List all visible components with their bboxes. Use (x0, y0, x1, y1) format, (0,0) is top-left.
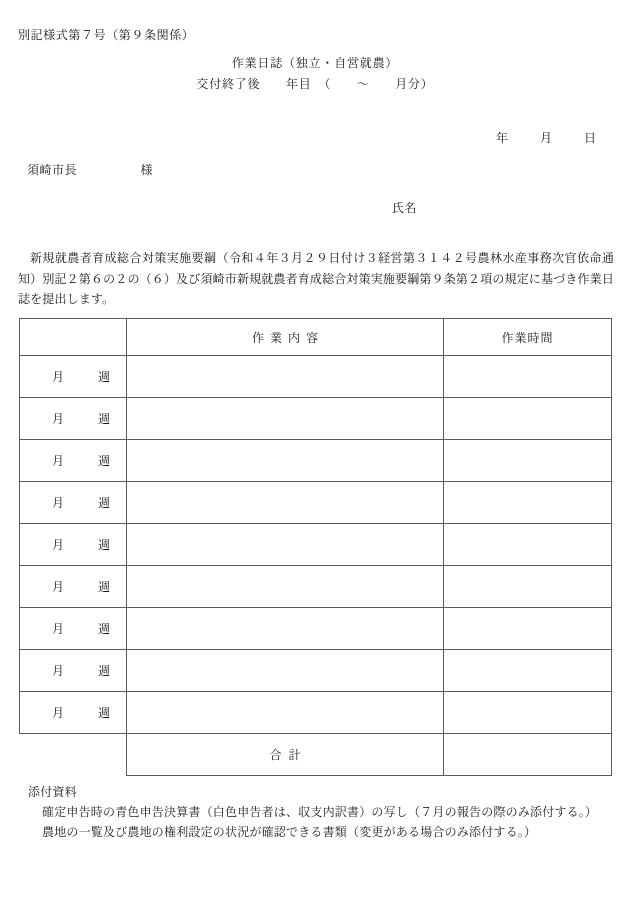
row-week-label: 週 (97, 706, 110, 720)
row-hours-cell[interactable] (444, 608, 612, 650)
table-row (20, 692, 612, 734)
row-week-label: 週 (97, 496, 110, 510)
row-date-cell[interactable] (20, 608, 127, 650)
row-date-cell[interactable] (20, 692, 127, 734)
table-row (20, 440, 612, 482)
row-content-cell[interactable] (127, 608, 444, 650)
date-day-label: 日 (583, 131, 596, 145)
row-week-label: 週 (97, 370, 110, 384)
row-hours-cell[interactable] (444, 566, 612, 608)
table-row (20, 524, 612, 566)
table-row (20, 608, 612, 650)
addressee-line (27, 161, 153, 178)
row-date-cell[interactable] (20, 356, 127, 398)
header-work-hours (444, 319, 612, 356)
row-content-cell[interactable] (127, 440, 444, 482)
row-month-label: 月 (51, 454, 64, 468)
row-hours-cell[interactable] (444, 524, 612, 566)
date-month-label: 月 (539, 131, 552, 145)
row-week-label: 週 (97, 538, 110, 552)
table-row (20, 356, 612, 398)
table-row (20, 650, 612, 692)
row-month-label: 月 (51, 706, 64, 720)
addressee-recipient: 須崎市長 (27, 163, 78, 177)
attachment-item: 確定申告時の青色申告決算書（白色申告者は、収支内訳書）の写し（７月の報告の際のみ添付する。） (42, 805, 598, 819)
row-month-label: 月 (51, 370, 64, 384)
table-body (20, 356, 612, 776)
row-hours-cell[interactable] (444, 398, 612, 440)
row-hours-cell[interactable] (444, 482, 612, 524)
row-month-label: 月 (51, 664, 64, 678)
row-content-cell[interactable] (127, 356, 444, 398)
row-month-label: 月 (51, 412, 64, 426)
row-content-cell[interactable] (127, 650, 444, 692)
row-hours-cell[interactable] (444, 356, 612, 398)
row-content-cell[interactable] (127, 692, 444, 734)
row-date-cell[interactable] (20, 650, 127, 692)
row-month-label: 月 (51, 538, 64, 552)
row-date-cell[interactable] (20, 524, 127, 566)
row-hours-cell[interactable] (444, 650, 612, 692)
row-content-cell[interactable] (127, 482, 444, 524)
row-month-label: 月 (51, 580, 64, 594)
row-content-cell[interactable] (127, 524, 444, 566)
row-week-label: 週 (97, 580, 110, 594)
row-content-cell[interactable] (127, 398, 444, 440)
total-value-cell[interactable] (444, 734, 612, 776)
attachments-section (28, 782, 597, 842)
row-date-cell[interactable] (20, 440, 127, 482)
row-hours-cell[interactable] (444, 440, 612, 482)
table-row (20, 566, 612, 608)
form-number: 別記様式第７号（第９条関係） (18, 28, 195, 42)
row-month-label: 月 (51, 496, 64, 510)
header-date (20, 319, 127, 356)
table-head (20, 319, 612, 356)
row-week-label: 週 (97, 622, 110, 636)
table-row (20, 398, 612, 440)
row-hours-cell[interactable] (444, 692, 612, 734)
date-year-label: 年 (495, 131, 508, 145)
table-total-row (20, 734, 612, 776)
attachment-item: 農地の一覧及び農地の権利設定の状況が確認できる書類（変更がある場合のみ添付する。） (42, 825, 537, 839)
attachments-title: 添付資料 (28, 785, 77, 799)
total-label-cell: 合計 (127, 734, 444, 776)
row-month-label: 月 (51, 622, 64, 636)
document-subtitle: 交付終了後 年目 （ ～ 月分） (196, 77, 434, 91)
row-week-label: 週 (97, 412, 110, 426)
title-block (0, 53, 630, 95)
body-paragraph: 新規就農者育成総合対策実施要綱（令和４年３月２９日付け３経営第３１４２号農林水産事務次官依命通知）別記２第６の２の（６）及び須崎市新規就農者育成総合対策実施要綱第９条第２項の規定に基づき作業日誌を提出します。 (18, 251, 614, 306)
table-header-row (20, 319, 612, 356)
header-work-content (127, 319, 444, 356)
row-week-label: 週 (97, 664, 110, 678)
document-title: 作業日誌（独立・自営就農） (231, 56, 399, 70)
row-week-label: 週 (97, 454, 110, 468)
applicant-name-label: 氏名 (392, 201, 418, 215)
table-row (20, 482, 612, 524)
work-log-table (19, 318, 612, 776)
row-date-cell[interactable] (20, 566, 127, 608)
header-work-hours-label: 作業時間 (501, 330, 554, 345)
row-date-cell[interactable] (20, 482, 127, 524)
header-work-content-label: 作業内容 (251, 330, 324, 345)
row-date-cell[interactable] (20, 398, 127, 440)
addressee-honorific: 様 (140, 163, 154, 177)
date-line (496, 129, 596, 146)
total-spacer-cell (20, 734, 127, 776)
row-content-cell[interactable] (127, 566, 444, 608)
